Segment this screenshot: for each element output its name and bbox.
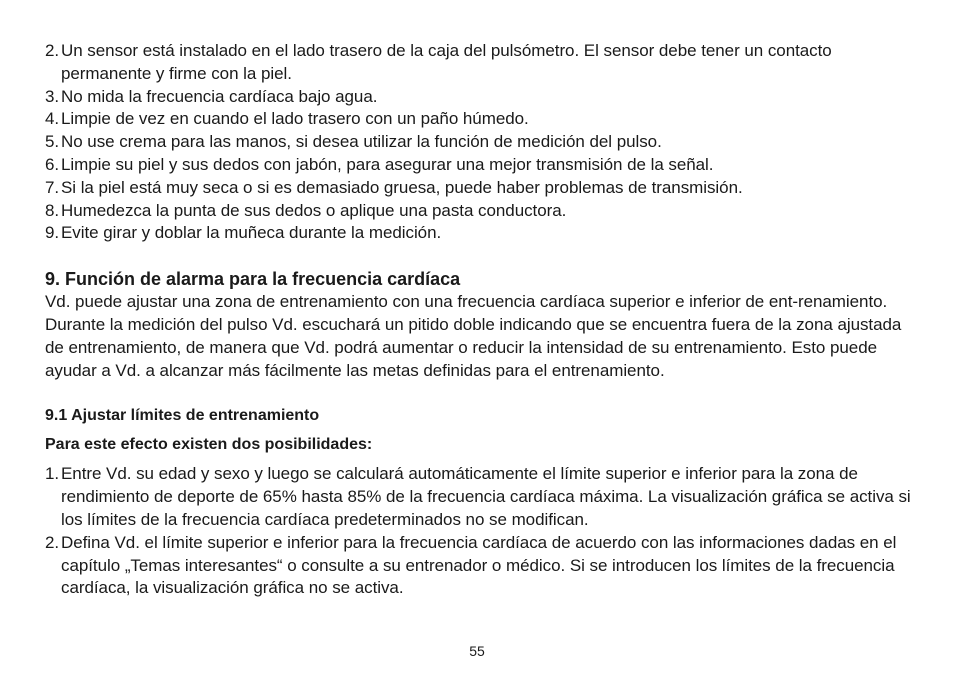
item-text: Evite girar y doblar la muñeca durante la medición. xyxy=(61,223,442,243)
section-heading: 9. Función de alarma para la frecuencia cardíaca xyxy=(45,269,461,290)
page-number: 55 xyxy=(469,643,485,659)
item-number: 4. xyxy=(45,109,60,129)
list-item xyxy=(45,40,915,86)
item-text: Limpie de vez en cuando el lado trasero con un paño húmedo. xyxy=(61,109,529,129)
options-list xyxy=(45,463,915,600)
item-number: 5. xyxy=(45,132,60,152)
list-item xyxy=(45,200,915,223)
subsection-intro: Para este efecto existen dos posibilidades: xyxy=(45,436,373,454)
item-text: No use crema para las manos, si desea utilizar la función de medición del pulso. xyxy=(61,132,662,152)
item-number: 9. xyxy=(45,223,60,243)
item-text: Si la piel está muy seca o si es demasiado gruesa, puede haber problemas de transmisión. xyxy=(61,177,743,197)
item-number: 6. xyxy=(45,154,60,174)
list-item xyxy=(45,86,915,109)
item-text: Limpie su piel y sus dedos con jabón, para asegurar una mejor transmisión de la señal. xyxy=(61,154,714,174)
item-text: Defina Vd. el límite superior e inferior para la frecuencia cardíaca de acuerdo con las informaciones dadas en el capítulo „Temas interesantes“ o consulte a su entrenador o médico. Si se introducen los límites de la frecuencia cardíaca, la visualización gráfica no se activa. xyxy=(61,532,897,598)
list-item xyxy=(45,108,915,131)
list-item xyxy=(45,532,915,600)
item-text: Entre Vd. su edad y sexo y luego se calculará automáticamente el límite superior e inferior para la zona de rendimiento de deporte de 65% hasta 85% de la frecuencia cardíaca máxima. La visualización gráfica se activa si los límites de la frecuencia cardíaca predeterminados no se modifican. xyxy=(61,464,911,529)
item-number: 7. xyxy=(45,177,60,197)
item-number: 2. xyxy=(45,532,60,552)
list-item xyxy=(45,131,915,154)
item-number: 3. xyxy=(45,86,60,106)
manual-page xyxy=(45,40,915,600)
list-item xyxy=(45,154,915,177)
item-text: No mida la frecuencia cardíaca bajo agua. xyxy=(61,86,378,106)
list-item xyxy=(45,177,915,200)
item-number: 1. xyxy=(45,464,60,484)
list-item xyxy=(45,463,915,531)
item-text: Humedezca la punta de sus dedos o aplique una pasta conductora. xyxy=(61,200,567,220)
subsection-heading: 9.1 Ajustar límites de entrenamiento xyxy=(45,407,320,425)
list-item xyxy=(45,222,915,245)
item-text: Un sensor está instalado en el lado trasero de la caja del pulsómetro. El sensor debe tener un contacto permanente y firme con la piel. xyxy=(61,41,832,83)
section-paragraph: Vd. puede ajustar una zona de entrenamiento con una frecuencia cardíaca superior e inferior de ent-renamiento. Durante la medición del pulso Vd. escuchará un pitido doble indicando que se encuentra fuera de la zona ajustada de entrenamiento, de manera que Vd. podrá aumentar o reducir la intensidad de su entrenamiento. Esto puede ayudar a Vd. a alcanzar más fácilmente las metas definidas para el entrenamiento. xyxy=(45,292,902,380)
instructions-list xyxy=(45,40,915,245)
item-number: 2. xyxy=(45,41,60,60)
item-number: 8. xyxy=(45,200,60,220)
